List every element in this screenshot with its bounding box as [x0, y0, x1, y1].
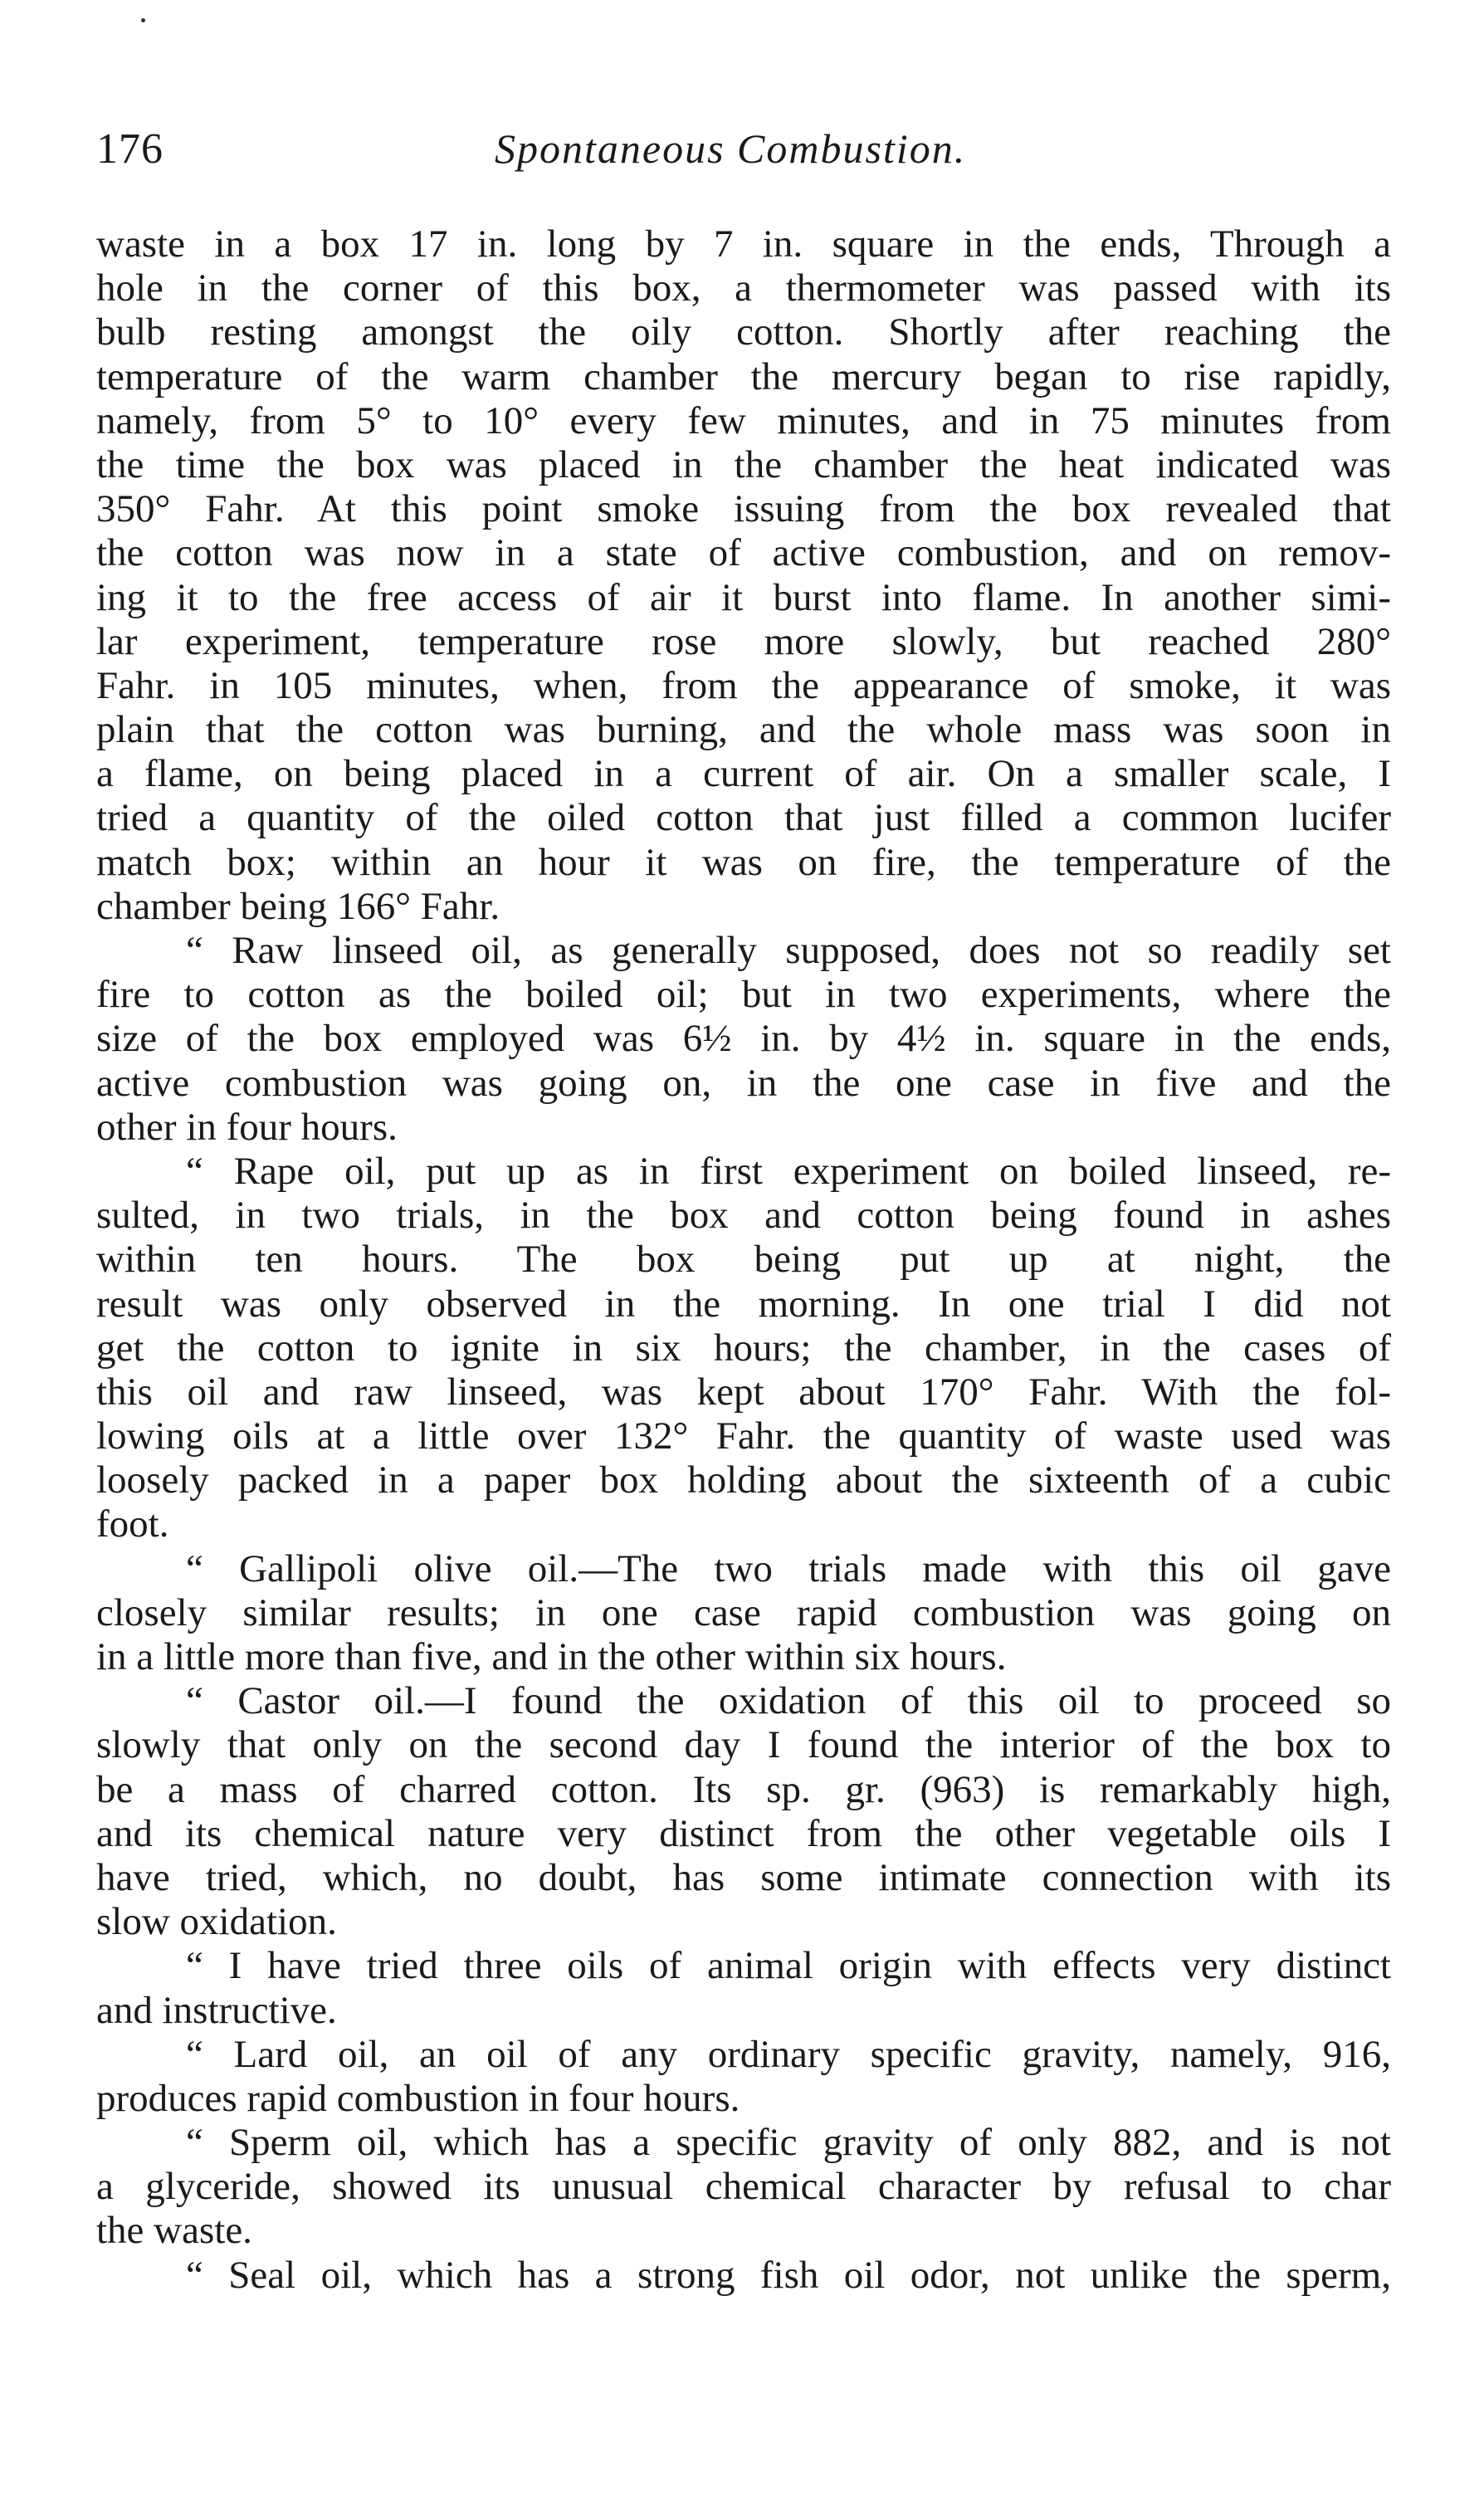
text-line: “ Castor oil.—I found the oxidation of this oil to proceed so: [186, 1679, 1391, 1723]
text-line: in a little more than five, and in the other within six hours.: [96, 1635, 1007, 1678]
text-line: get the cotton to ignite in six hours; the chamber, in the cases of: [96, 1326, 1391, 1370]
text-line: lowing oils at a little over 132° Fahr. the quantity of waste used was: [96, 1414, 1391, 1458]
text-line: loosely packed in a paper box holding about the sixteenth of a cubic: [96, 1458, 1391, 1502]
text-line: match box; within an hour it was on fire, the temperature of the: [96, 840, 1391, 884]
text-line: waste in a box 17 in. long by 7 in. square in the ends, Through a: [96, 222, 1391, 266]
text-line: have tried, which, no doubt, has some intimate connection with its: [96, 1855, 1391, 1899]
text-line: result was only observed in the morning. In one trial I did not: [96, 1282, 1391, 1326]
text-line: tried a quantity of the oiled cotton that just filled a common lucifer: [96, 796, 1391, 840]
text-line: a flame, on being placed in a current of air. On a smaller scale, I: [96, 752, 1391, 796]
text-line: foot.: [96, 1502, 169, 1546]
text-line: hole in the corner of this box, a thermometer was passed with its: [96, 266, 1391, 310]
text-line: chamber being 166° Fahr.: [96, 884, 500, 928]
text-line: “ Rape oil, put up as in first experiment on boiled linseed, re-: [186, 1149, 1391, 1193]
body-text: [96, 222, 1391, 2298]
page-number: 176: [96, 125, 164, 173]
text-line: size of the box employed was 6½ in. by 4½ in. square in the ends,: [96, 1017, 1391, 1061]
text-line: fire to cotton as the boiled oil; but in two experiments, where the: [96, 973, 1391, 1017]
text-line: bulb resting amongst the oily cotton. Shortly after reaching the: [96, 310, 1391, 354]
text-line: temperature of the warm chamber the mercury began to rise rapidly,: [96, 354, 1391, 398]
text-line: “ Lard oil, an oil of any ordinary specific gravity, namely, 916,: [186, 2032, 1391, 2076]
text-line: the waste.: [96, 2209, 252, 2253]
text-line: and instructive.: [96, 1988, 337, 2032]
text-line: other in four hours.: [96, 1105, 398, 1149]
text-line: a glyceride, showed its unusual chemical character by refusal to char: [96, 2165, 1391, 2209]
text-line: “ Raw linseed oil, as generally supposed, does not so readily set: [186, 929, 1391, 972]
text-line: lar experiment, temperature rose more slowly, but reached 280°: [96, 619, 1391, 663]
text-line: “ Gallipoli olive oil.—The two trials made with this oil gave: [186, 1546, 1391, 1590]
text-line: “ Seal oil, which has a strong fish oil odor, not unlike the sperm,: [186, 2253, 1391, 2297]
text-line: namely, from 5° to 10° every few minutes, and in 75 minutes from: [96, 398, 1391, 442]
text-line: the cotton was now in a state of active combustion, and on remov-: [96, 531, 1391, 575]
text-line: sulted, in two trials, in the box and cotton being found in ashes: [96, 1194, 1391, 1238]
print-speck: [141, 18, 145, 22]
page-header: [96, 125, 1391, 191]
text-line: and its chemical nature very distinct from the other vegetable oils I: [96, 1811, 1391, 1855]
text-line: the time the box was placed in the chamber the heat indicated was: [96, 442, 1391, 486]
text-line: 350° Fahr. At this point smoke issuing from the box revealed that: [96, 487, 1391, 531]
text-line: within ten hours. The box being put up at night, the: [96, 1238, 1391, 1282]
text-line: this oil and raw linseed, was kept about 170° Fahr. With the fol-: [96, 1370, 1391, 1414]
text-line: Fahr. in 105 minutes, when, from the appearance of smoke, it was: [96, 663, 1391, 707]
text-line: closely similar results; in one case rapid combustion was going on: [96, 1590, 1391, 1634]
text-line: slow oxidation.: [96, 1900, 337, 1944]
text-line: ing it to the free access of air it burst into flame. In another simi-: [96, 575, 1391, 619]
text-line: produces rapid combustion in four hours.: [96, 2076, 740, 2120]
text-line: be a mass of charred cotton. Its sp. gr. (963) is remarkably high,: [96, 1767, 1391, 1811]
text-line: active combustion was going on, in the one case in five and the: [96, 1061, 1391, 1105]
text-line: plain that the cotton was burning, and the whole mass was soon in: [96, 708, 1391, 752]
text-line: “ I have tried three oils of animal origin with effects very distinct: [186, 1944, 1391, 1988]
text-line: slowly that only on the second day I found the interior of the box to: [96, 1723, 1391, 1767]
text-line: “ Sperm oil, which has a specific gravity of only 882, and is not: [186, 2121, 1391, 2165]
running-title: Spontaneous Combustion.: [495, 125, 967, 172]
